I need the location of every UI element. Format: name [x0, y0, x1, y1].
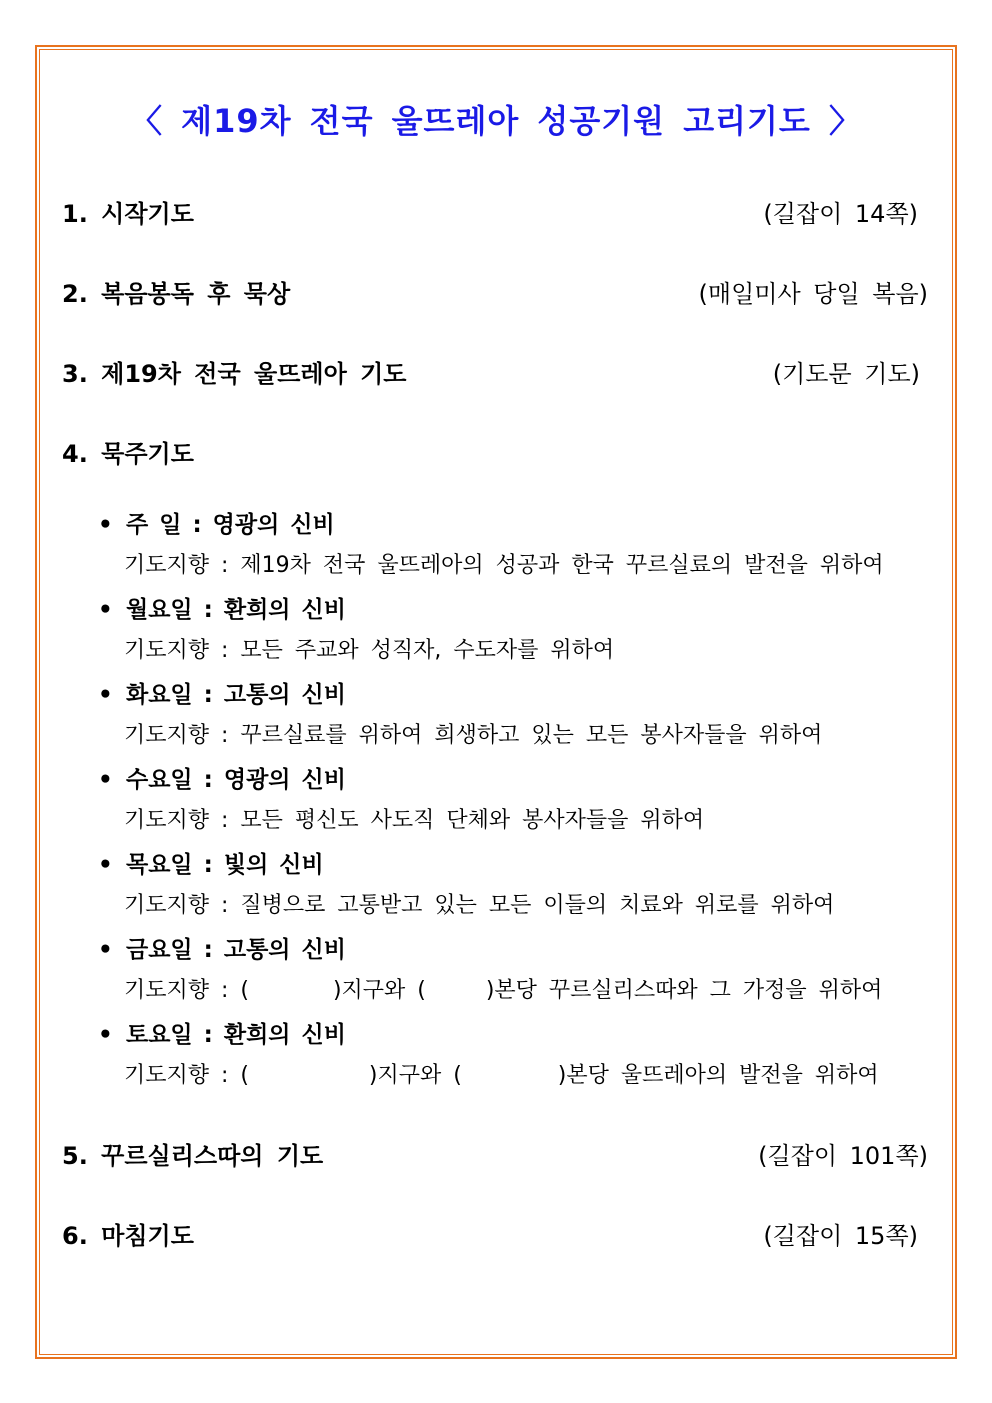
section-rosary: [62, 434, 930, 470]
prayer-intention: 기도지향 : 꾸르실료를 위하여 희생하고 있는 모든 봉사자들을 위하여: [124, 723, 823, 748]
section-label: 6. 마침기도: [62, 1222, 194, 1250]
rosary-day-tuesday: [98, 676, 346, 709]
bullet-icon: •: [98, 1022, 113, 1048]
rosary-day-friday: [98, 931, 346, 964]
page-title: 〈 제19차 전국 울뜨레아 성공기원 고리기도 〉: [130, 102, 862, 140]
rosary-day-saturday: [98, 1016, 346, 1049]
rosary-day-thursday: [98, 846, 324, 879]
prayer-intention: 기도지향 : 모든 주교와 성직자, 수도자를 위하여: [124, 638, 615, 663]
section-cursillista-prayer: [62, 1136, 930, 1172]
section-label: 4. 묵주기도: [62, 440, 194, 468]
section-reference: (길잡이 101쪽): [758, 1142, 928, 1170]
section-label: 2. 복음봉독 후 묵상: [62, 280, 291, 308]
section-gospel-meditation: [62, 274, 930, 310]
section-opening-prayer: [62, 194, 930, 230]
day-mystery: 수요일 : 영광의 신비: [126, 767, 346, 793]
section-reference: (기도문 기도): [772, 360, 920, 388]
day-mystery: 금요일 : 고통의 신비: [126, 937, 346, 963]
rosary-day-wednesday: [98, 761, 346, 794]
section-label: 3. 제19차 전국 울뜨레아 기도: [62, 360, 407, 388]
rosary-day-sunday: [98, 506, 335, 539]
bullet-icon: •: [98, 937, 113, 963]
day-mystery: 토요일 : 환희의 신비: [126, 1022, 346, 1048]
prayer-intention: 기도지향 : 질병으로 고통받고 있는 모든 이들의 치료와 위로를 위하여: [124, 893, 835, 918]
section-closing-prayer: [62, 1216, 930, 1252]
bullet-icon: •: [98, 597, 113, 623]
day-mystery: 화요일 : 고통의 신비: [126, 682, 346, 708]
day-mystery: 주 일 : 영광의 신비: [126, 512, 335, 538]
section-label: 1. 시작기도: [62, 200, 194, 228]
rosary-day-monday: [98, 591, 346, 624]
section-reference: (길잡이 14쪽): [763, 200, 918, 228]
prayer-intention: 기도지향 : ( )지구와 ( )본당 꾸르실리스따와 그 가정을 위하여: [124, 978, 883, 1003]
bullet-icon: •: [98, 767, 113, 793]
prayer-intention: 기도지향 : 모든 평신도 사도직 단체와 봉사자들을 위하여: [124, 808, 705, 833]
bullet-icon: •: [98, 512, 113, 538]
section-reference: (매일미사 당일 복음): [698, 280, 928, 308]
section-ultreya-prayer: [62, 354, 930, 390]
prayer-intention: 기도지향 : ( )지구와 ( )본당 울뜨레아의 발전을 위하여: [124, 1063, 879, 1088]
prayer-intention: 기도지향 : 제19차 전국 울뜨레아의 성공과 한국 꾸르실료의 발전을 위하여: [124, 553, 884, 578]
day-mystery: 목요일 : 빛의 신비: [126, 852, 324, 878]
day-mystery: 월요일 : 환희의 신비: [126, 597, 346, 623]
bullet-icon: •: [98, 852, 113, 878]
section-label: 5. 꾸르실리스따의 기도: [62, 1142, 324, 1170]
bullet-icon: •: [98, 682, 113, 708]
section-reference: (길잡이 15쪽): [763, 1222, 918, 1250]
